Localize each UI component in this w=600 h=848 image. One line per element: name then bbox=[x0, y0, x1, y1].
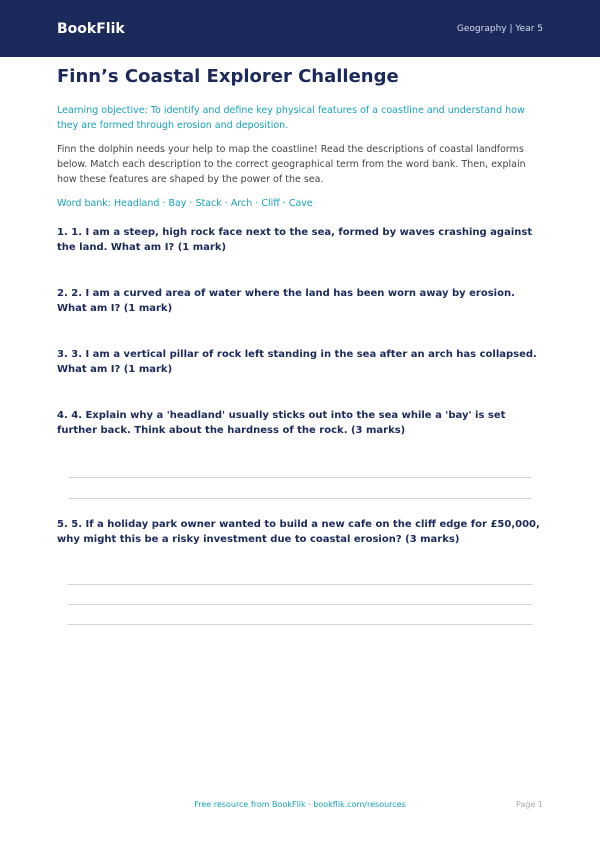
answer-line[interactable] bbox=[68, 624, 532, 625]
answer-line[interactable] bbox=[68, 477, 532, 478]
answer-line[interactable] bbox=[68, 584, 532, 585]
word-bank: Word bank: Headland · Bay · Stack · Arch · Cliff · Cave bbox=[57, 198, 313, 209]
answer-lines-4 bbox=[57, 477, 543, 499]
answer-lines-5 bbox=[57, 584, 543, 625]
question-5: 5. 5. If a holiday park owner wanted to build a new cafe on the cliff edge for £50,000, why might this be a risky investment due to coastal erosion? (3 marks) bbox=[57, 519, 540, 545]
page-footer bbox=[0, 800, 600, 814]
question-1: 1. 1. I am a steep, high rock face next to the sea, formed by waves crashing against the land. What am I? (1 mark) bbox=[57, 227, 533, 253]
subject-label: Geography | Year 5 bbox=[456, 23, 543, 34]
question-2: 2. 2. I am a curved area of water where the land has been worn away by erosion. What am I? (1 mark) bbox=[57, 288, 515, 314]
brand-logo: BookFlik bbox=[57, 20, 125, 37]
learning-objective: Learning objective: To identify and define key physical features of a coastline and understand how they are formed through erosion and deposition. bbox=[57, 105, 525, 131]
page-number: Page 1 bbox=[516, 800, 543, 809]
page-title: Finn’s Coastal Explorer Challenge bbox=[57, 66, 399, 87]
answer-line[interactable] bbox=[68, 498, 532, 499]
question-3: 3. 3. I am a vertical pillar of rock left standing in the sea after an arch has collapsed. What am I? (1 mark) bbox=[57, 349, 537, 375]
worksheet-content bbox=[57, 64, 543, 625]
intro-text: Finn the dolphin needs your help to map the coastline! Read the descriptions of coastal landforms below. Match each description to the correct geographical term from the word bank. Then, explain how these features are shaped by the power of the sea. bbox=[57, 144, 526, 185]
footer-link[interactable]: Free resource from BookFlik · bookflik.com/resources bbox=[194, 800, 406, 809]
question-4: 4. 4. Explain why a 'headland' usually sticks out into the sea while a 'bay' is set further back. Think about the hardness of the rock. (3 marks) bbox=[57, 410, 506, 436]
page-header bbox=[0, 0, 600, 57]
answer-line[interactable] bbox=[68, 604, 532, 605]
